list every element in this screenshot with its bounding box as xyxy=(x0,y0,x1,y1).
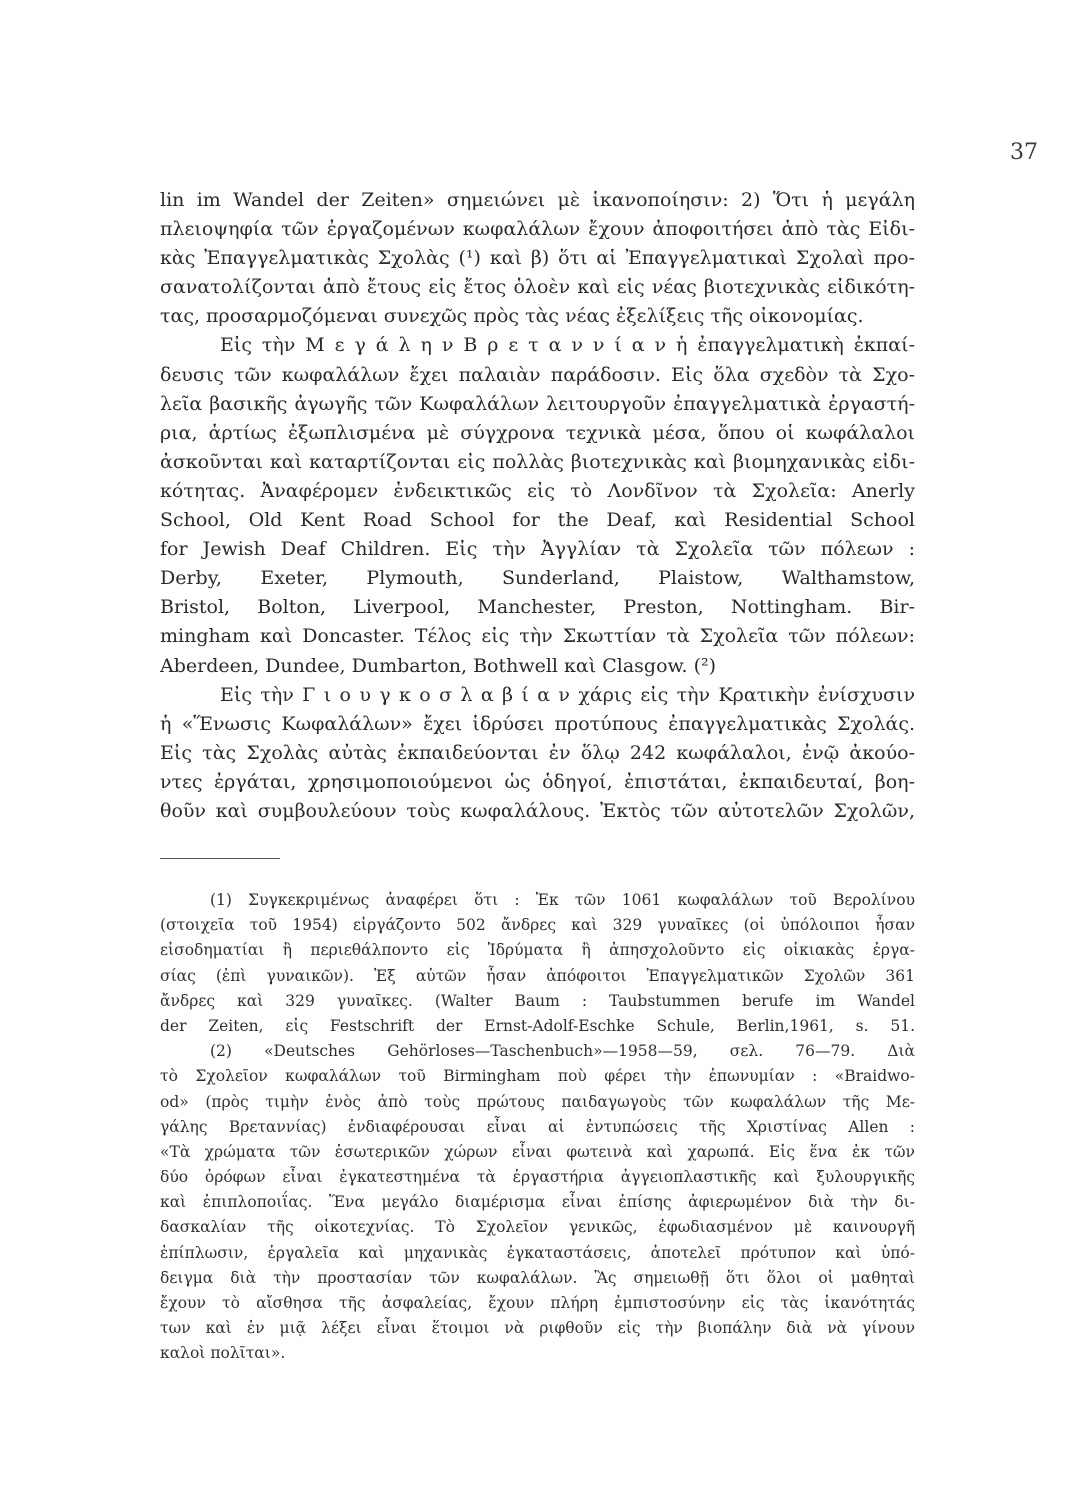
body-line: Bristol, Bolton, Liverpool, Manchester, Preston, Nottingham. Bir- xyxy=(160,596,915,619)
body-line: δευσις τῶν κωφαλάλων ἔχει παλαιὰν παράδοσιν. Εἰς ὅλα σχεδὸν τὰ Σχο- xyxy=(160,363,915,386)
body-line: Εἰς τὴν Μ ε γ ά λ η ν Β ρ ε τ α ν ν ί α ν ἡ ἐπαγγελματικὴ ἐκπαί- xyxy=(220,334,915,357)
body-line: ντες ἐργάται, χρησιμοποιούμενοι ὡς ὁδηγοί, ἐπιστάται, ἐκπαιδευταί, βοη- xyxy=(160,770,915,793)
body-line: ἀσκοῦνται καὶ καταρτίζονται εἰς πολλὰς βιοτεχνικὰς καὶ βιομηχανικὰς εἰδι- xyxy=(160,450,915,473)
footnote-line: γάλης Βρεταννίας) ἐνδιαφέρουσαι εἶναι αἱ ἐντυπώσεις τῆς Χριστίνας Allen : xyxy=(160,1117,915,1136)
footnote-line: δειγμα διὰ τὴν προστασίαν τῶν κωφαλάλων. Ἂς σημειωθῇ ὅτι ὅλοι οἱ μαθηταὶ xyxy=(160,1268,915,1287)
footnote-line: των καὶ ἐν μιᾷ λέξει εἶναι ἕτοιμοι νὰ ριφθοῦν εἰς τὴν βιοπάλην διὰ νὰ γίνουν xyxy=(160,1319,915,1338)
body-line: mingham καὶ Doncaster. Τέλος εἰς τὴν Σκωττίαν τὰ Σχολεῖα τῶν πόλεων: xyxy=(160,625,915,648)
footnote-line: der Zeiten, εἰς Festschrift der Ernst-Adolf-Eschke Schule, Berlin,1961, s. 51. xyxy=(160,1016,915,1035)
body-line: for Jewish Deaf Children. Εἰς τὴν Ἀγγλίαν τὰ Σχολεῖα τῶν πόλεων : xyxy=(160,538,915,561)
footnote-line: «Τὰ χρώματα τῶν ἐσωτερικῶν χώρων εἶναι φωτεινὰ καὶ χαρωπά. Εἰς ἕνα ἐκ τῶν xyxy=(160,1142,915,1161)
main-text xyxy=(160,186,915,826)
body-line: πλειοψηφία τῶν ἐργαζομένων κωφαλάλων ἔχουν ἀποφοιτήσει ἀπὸ τὰς Εἰδι- xyxy=(160,218,915,241)
body-line: Εἰς τὰς Σχολὰς αὐτὰς ἐκπαιδεύονται ἐν ὅλῳ 242 κωφάλαλοι, ἐνῷ ἀκούο- xyxy=(160,741,915,764)
footnote-line: ἐπίπλωσιν, ἐργαλεῖα καὶ μηχανικὰς ἐγκαταστάσεις, ἀποτελεῖ πρότυπον καὶ ὑπό- xyxy=(160,1243,915,1262)
footnote-line: (στοιχεῖα τοῦ 1954) εἰργάζοντο 502 ἄνδρες καὶ 329 γυναῖκες (οἱ ὑπόλοιποι ἦσαν xyxy=(160,916,915,935)
footnote-line: καὶ ἐπιπλοποιΐας. Ἕνα μεγάλο διαμέρισμα εἶναι ἐπίσης ἀφιερωμένον διὰ τὴν δι- xyxy=(160,1193,915,1212)
footnote-line: τὸ Σχολεῖον κωφαλάλων τοῦ Birmingham ποὺ φέρει τὴν ἐπωνυμίαν : «Braidwo- xyxy=(160,1067,915,1086)
page-number: 37 xyxy=(1010,140,1038,165)
body-line: Derby, Exeter, Plymouth, Sunderland, Plaistow, Walthamstow, xyxy=(160,567,915,590)
body-line: lin im Wandel der Zeiten» σημειώνει μὲ ἱκανοποίησιν: 2) Ὅτι ἡ μεγάλη xyxy=(160,189,915,211)
body-line: θοῦν καὶ συμβουλεύουν τοὺς κωφαλάλους. Ἐκτὸς τῶν αὐτοτελῶν Σχολῶν, xyxy=(160,799,915,822)
footnote-line: εἰσοδηματίαι ἢ περιεθάλποντο εἰς Ἱδρύματα ἢ ἀπησχολοῦντο εἰς οἰκιακὰς ἐργα- xyxy=(160,941,915,960)
footnote-line: δύο ὀρόφων εἶναι ἐγκατεστημένα τὰ ἐργαστήρια ἀγγειοπλαστικῆς καὶ ξυλουργικῆς xyxy=(160,1168,915,1187)
footnote-line: od» (πρὸς τιμὴν ἑνὸς ἀπὸ τοὺς πρώτους παιδαγωγοὺς τῶν κωφαλάλων τῆς Με- xyxy=(160,1092,915,1111)
footnote-line: ἄνδρες καὶ 329 γυναῖκες. (Walter Baum : Taubstummen berufe im Wandel xyxy=(160,991,915,1010)
footnote-line: (2) «Deutsches Gehörloses—Taschenbuch»—1958—59, σελ. 76—79. Διὰ xyxy=(210,1042,915,1061)
body-line: School, Old Kent Road School for the Deaf, καὶ Residential School xyxy=(160,509,915,532)
footnotes xyxy=(160,888,915,1367)
body-line: Εἰς τὴν Γ ι ο υ γ κ ο σ λ α β ί α ν χάρις εἰς τὴν Κρατικὴν ἐνίσχυσιν xyxy=(220,683,915,706)
footnote-line: καλοὶ πολῖται». xyxy=(160,1344,286,1363)
footnote-line: δασκαλίαν τῆς οἰκοτεχνίας. Τὸ Σχολεῖον γενικῶς, ἐφωδιασμένον μὲ καινουργῆ xyxy=(160,1218,915,1237)
body-line: ἡ «Ἕνωσις Κωφαλάλων» ἔχει ἱδρύσει προτύπους ἐπαγγελματικὰς Σχολάς. xyxy=(160,712,915,735)
footnote-line: σίας (ἐπὶ γυναικῶν). Ἐξ αὐτῶν ἦσαν ἀπόφοιτοι Ἐπαγγελματικῶν Σχολῶν 361 xyxy=(160,966,915,985)
body-line: λεῖα βασικῆς ἀγωγῆς τῶν Κωφαλάλων λειτουργοῦν ἐπαγγελματικὰ ἐργαστή- xyxy=(160,392,915,415)
body-line: κότητας. Ἀναφέρομεν ἐνδεικτικῶς εἰς τὸ Λονδῖνον τὰ Σχολεῖα: Anerly xyxy=(160,479,915,502)
footnote-line: ἔχουν τὸ αἴσθησα τῆς ἀσφαλείας, ἔχουν πλήρη ἐμπιστοσύνην εἰς τὰς ἱκανότητάς xyxy=(160,1294,915,1312)
body-line: ρια, ἀρτίως ἐξωπλισμένα μὲ σύγχρονα τεχνικὰ μέσα, ὅπου οἱ κωφάλαλοι xyxy=(160,421,915,444)
body-line: σανατολίζονται ἀπὸ ἔτους εἰς ἔτος ὁλοὲν καὶ εἰς νέας βιοτεχνικὰς εἰδικότη- xyxy=(160,276,915,299)
body-line: κὰς Ἐπαγγελματικὰς Σχολὰς (¹) καὶ β) ὅτι αἱ Ἐπαγγελματικαὶ Σχολαὶ προ- xyxy=(160,247,915,270)
footnote-divider xyxy=(160,858,280,859)
body-line: Aberdeen, Dundee, Dumbarton, Bothwell καὶ Clasgow. (²) xyxy=(160,654,717,677)
footnote-line: (1) Συγκεκριμένως ἀναφέρει ὅτι : Ἐκ τῶν 1061 κωφαλάλων τοῦ Βερολίνου xyxy=(210,891,915,909)
body-line: τας, προσαρμοζόμεναι συνεχῶς πρὸς τὰς νέας ἐξελίξεις τῆς οἰκονομίας. xyxy=(160,305,864,328)
